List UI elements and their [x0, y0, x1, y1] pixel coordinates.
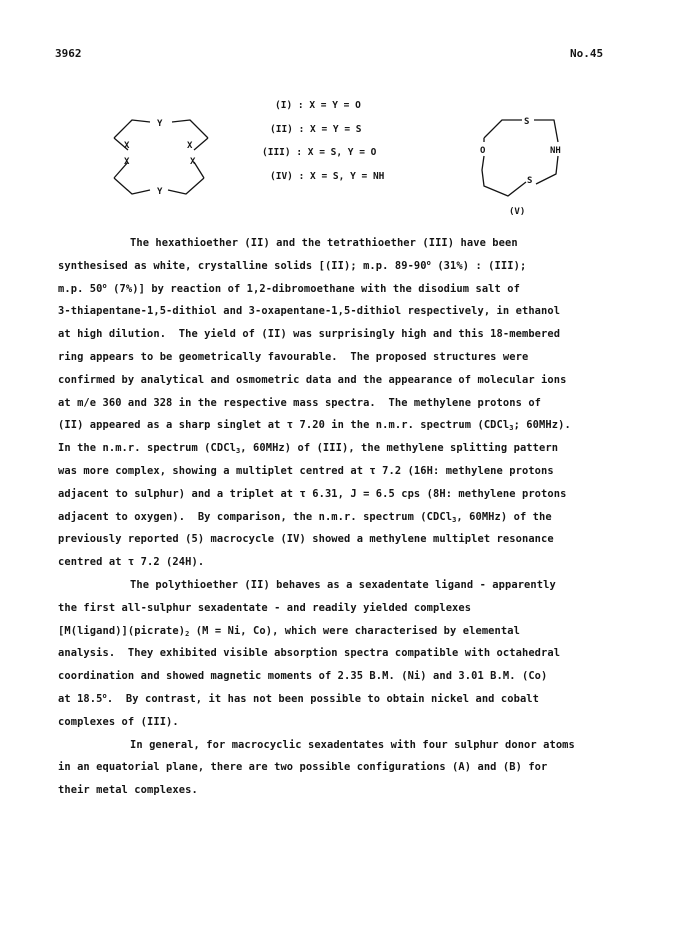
- compound-v-atom-nh: NH: [550, 146, 561, 156]
- text-line: adjacent to oxygen). By comparison, the n.m.r. spectrum (CDCl$_3$, 60MHz) of the: [58, 510, 552, 524]
- compound-definitions: [262, 99, 384, 193]
- macrocycle-atom-y-bottom: Y: [157, 187, 163, 197]
- compound-v-ring-bonds: [482, 120, 558, 196]
- text-line: confirmed by analytical and osmometric data and the appearance of molecular ions: [58, 373, 567, 386]
- compound-definition: (II) : X = Y = S: [270, 123, 362, 135]
- text-line: centred at τ 7.2 (24H).: [58, 556, 205, 569]
- text-line: 3-thiapentane-1,5-dithiol and 3-oxapentane-1,5-dithiol respectively, in ethanol: [58, 305, 561, 318]
- macrocycle-atom-x-lower-left: X: [124, 157, 130, 167]
- compound-definition: (I) : X = Y = O: [275, 100, 361, 111]
- compound-v-atom-o: O: [480, 146, 486, 156]
- compound-v-structure: [476, 108, 586, 218]
- body-text: [58, 236, 628, 806]
- text-line: In general, for macrocyclic sexadentates with four sulphur donor atoms: [130, 738, 575, 751]
- compound-v-atom-s-bottom: S: [527, 176, 533, 186]
- text-line: The polythioether (II) behaves as a sexadentate ligand - apparently: [130, 578, 556, 591]
- page-number: 3962: [55, 47, 82, 60]
- text-line: was more complex, showing a multiplet centred at τ 7.2 (16H: methylene protons: [58, 464, 554, 477]
- text-line: in an equatorial plane, there are two possible configurations (A) and (B) for: [58, 761, 548, 774]
- macrocycle-atom-x-upper-right: X: [187, 141, 193, 151]
- text-line: the first all-sulphur sexadentate - and readily yielded complexes: [58, 601, 472, 614]
- issue-number: No.45: [570, 47, 604, 60]
- macrocycle-atom-x-lower-right: X: [190, 157, 196, 167]
- text-line: m.p. 50$^o$ (7%)] by reaction of 1,2-dibromoethane with the disodium salt of: [58, 281, 520, 295]
- text-line: at 18.5$^o$. By contrast, it has not been possible to obtain nickel and cobalt: [58, 691, 540, 705]
- text-line: synthesised as white, crystalline solids [(II); m.p. 89-90$^o$ (31%) : (III);: [58, 258, 527, 272]
- text-line: (II) appeared as a sharp singlet at τ 7.20 in the n.m.r. spectrum (CDCl$_3$; 60MHz).: [58, 419, 571, 433]
- compound-v-atom-s-top: S: [524, 117, 530, 127]
- text-line: $[M(ligand)](picrate)_2$ (M = Ni, Co), which were characterised by elemental: [58, 624, 520, 638]
- text-line: The hexathioether (II) and the tetrathioether (III) have been: [130, 237, 518, 249]
- compound-definition: (IV) : X = S, Y = NH: [270, 170, 385, 182]
- text-line: ring appears to be geometrically favourable. The proposed structures were: [58, 350, 529, 363]
- text-line: at m/e 360 and 328 in the respective mass spectra. The methylene protons of: [58, 396, 542, 409]
- macrocycle-atom-x-upper-left: X: [124, 141, 130, 151]
- macrocycle-atom-y-top: Y: [157, 119, 163, 129]
- compound-definition: (III) : X = S, Y = O: [262, 147, 377, 158]
- text-line: analysis. They exhibited visible absorption spectra compatible with octahedral: [58, 647, 561, 660]
- compound-v-label: (V): [509, 207, 526, 217]
- macrocycle-structure: [104, 104, 216, 196]
- text-line: In the n.m.r. spectrum (CDCl$_3$, 60MHz) of (III), the methylene splitting pattern: [58, 442, 559, 456]
- text-line: complexes of (III).: [58, 715, 179, 728]
- text-line: coordination and showed magnetic moments of 2.35 B.M. (Ni) and 3.01 B.M. (Co): [58, 670, 548, 683]
- text-line: adjacent to sulphur) and a triplet at τ 6.31, J = 6.5 cps (8H: methylene protons: [58, 487, 567, 500]
- text-line: their metal complexes.: [58, 784, 198, 797]
- text-line: at high dilution. The yield of (II) was surprisingly high and this 18-membered: [58, 328, 561, 341]
- text-line: previously reported (5) macrocycle (IV) showed a methylene multiplet resonance: [58, 533, 554, 546]
